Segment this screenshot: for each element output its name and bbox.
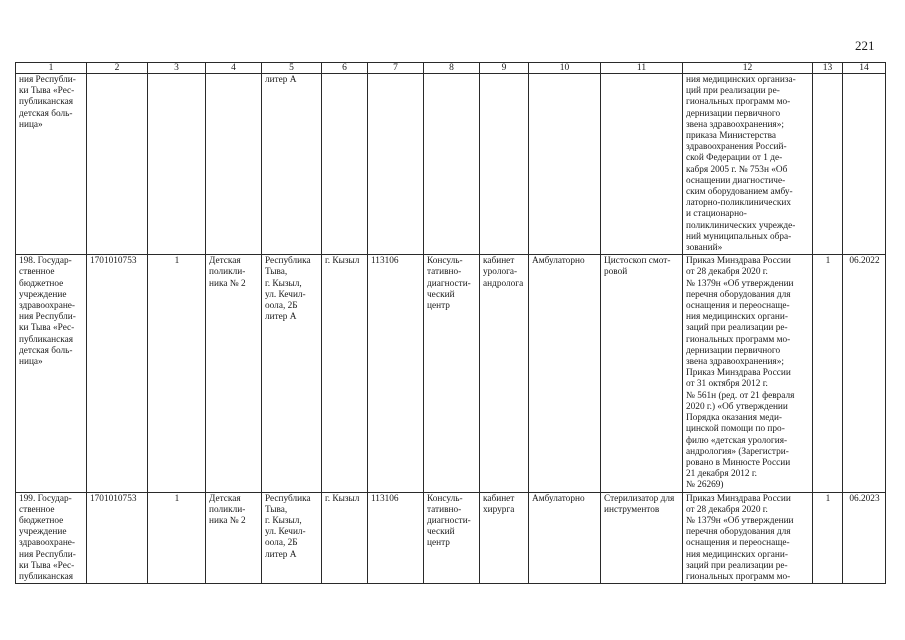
cell-quantity: 1	[813, 492, 843, 584]
document-table	[15, 62, 886, 584]
cell-cabinet	[480, 74, 529, 255]
cell-subdivision	[206, 74, 262, 255]
cell-date	[843, 74, 886, 255]
cell-address: Республика Тыва, г. Кызыл, ул. Кечил- оола, 2Б литер А	[262, 255, 322, 492]
column-header: 10	[529, 63, 601, 74]
cell-number	[148, 74, 206, 255]
cell-equipment	[601, 74, 683, 255]
cell-city: г. Кызыл	[322, 492, 368, 584]
cell-care-type	[529, 74, 601, 255]
cell-address: Республика Тыва, г. Кызыл, ул. Кечил- оола, 2Б литер А	[262, 492, 322, 584]
cell-organization: 199. Государ- ственное бюджетное учреждение здравоохране- ния Республи- ки Тыва «Рес- публиканская	[16, 492, 87, 584]
cell-inn: 1701010753	[87, 492, 148, 584]
cell-quantity	[813, 74, 843, 255]
cell-department: Консуль- тативно- диагности- ческий центр	[424, 492, 480, 584]
cell-inn	[87, 74, 148, 255]
column-header: 11	[601, 63, 683, 74]
cell-city: г. Кызыл	[322, 255, 368, 492]
page-number: 221	[855, 38, 875, 53]
table-row	[16, 255, 886, 492]
cell-number: 1	[148, 255, 206, 492]
cell-organization: ния Республи- ки Тыва «Рес- публиканская детская боль- ница»	[16, 74, 87, 255]
table-row	[16, 74, 886, 255]
cell-equipment: Цистоскоп смот- ровой	[601, 255, 683, 492]
cell-code: 113106	[368, 492, 424, 584]
cell-quantity: 1	[813, 255, 843, 492]
cell-inn: 1701010753	[87, 255, 148, 492]
cell-basis: Приказ Минздрава России от 28 декабря 2020 г. № 1379н «Об утверждении перечня оборудования для оснащения и переоснаще- ния медицинских органи- заций при реализации ре- гиональных программ мо-	[683, 492, 813, 584]
cell-organization: 198. Государ- ственное бюджетное учреждение здравоохране- ния Республи- ки Тыва «Рес- публиканская детская боль- ница»	[16, 255, 87, 492]
cell-city	[322, 74, 368, 255]
cell-date: 06.2023	[843, 492, 886, 584]
column-header: 5	[262, 63, 322, 74]
cell-department	[424, 74, 480, 255]
cell-basis: Приказ Минздрава России от 28 декабря 2020 г. № 1379н «Об утверждении перечня оборудования для оснащения и переоснаще- ния медицинских органи- заций при реализации ре- гиональных программ мо- дернизации первичного звена здравоохранения»; Приказ Минздрава России от 31 октября 2012 г. № 561н (ред. от 21 февраля 2020 г.) «Об утверждении Порядка оказания меди- цинской помощи по про- филю «детская урология- андрология» (Зарегистри- ровано в Минюсте России 21 декабря 2012 г. № 26269)	[683, 255, 813, 492]
column-header: 7	[368, 63, 424, 74]
column-header: 14	[843, 63, 886, 74]
table-header-row	[16, 63, 886, 74]
cell-care-type: Амбулаторно	[529, 255, 601, 492]
column-header: 1	[16, 63, 87, 74]
cell-department: Консуль- тативно- диагности- ческий центр	[424, 255, 480, 492]
cell-basis: ния медицинских организа- ций при реализации ре- гиональных программ мо- дернизации первичного звена здравоохранения»; приказа Министерства здравоохранения Россий- ской Федерации от 1 де- кабря 2005 г. № 753н «Об оснащении диагностиче- ским оборудованием амбу- латорно-поликлинических и стационарно- поликлинических учрежде- ний муниципальных обра- зований»	[683, 74, 813, 255]
cell-cabinet: кабинет уролога- андролога	[480, 255, 529, 492]
column-header: 4	[206, 63, 262, 74]
column-header: 6	[322, 63, 368, 74]
cell-care-type: Амбулаторно	[529, 492, 601, 584]
cell-date: 06.2022	[843, 255, 886, 492]
cell-subdivision: Детская поликли- ника № 2	[206, 492, 262, 584]
column-header: 3	[148, 63, 206, 74]
cell-number: 1	[148, 492, 206, 584]
cell-code	[368, 74, 424, 255]
column-header: 12	[683, 63, 813, 74]
table-row	[16, 492, 886, 584]
column-header: 8	[424, 63, 480, 74]
cell-cabinet: кабинет хирурга	[480, 492, 529, 584]
cell-code: 113106	[368, 255, 424, 492]
cell-equipment: Стерилизатор для инструментов	[601, 492, 683, 584]
column-header: 13	[813, 63, 843, 74]
cell-address: литер А	[262, 74, 322, 255]
column-header: 9	[480, 63, 529, 74]
column-header: 2	[87, 63, 148, 74]
cell-subdivision: Детская поликли- ника № 2	[206, 255, 262, 492]
